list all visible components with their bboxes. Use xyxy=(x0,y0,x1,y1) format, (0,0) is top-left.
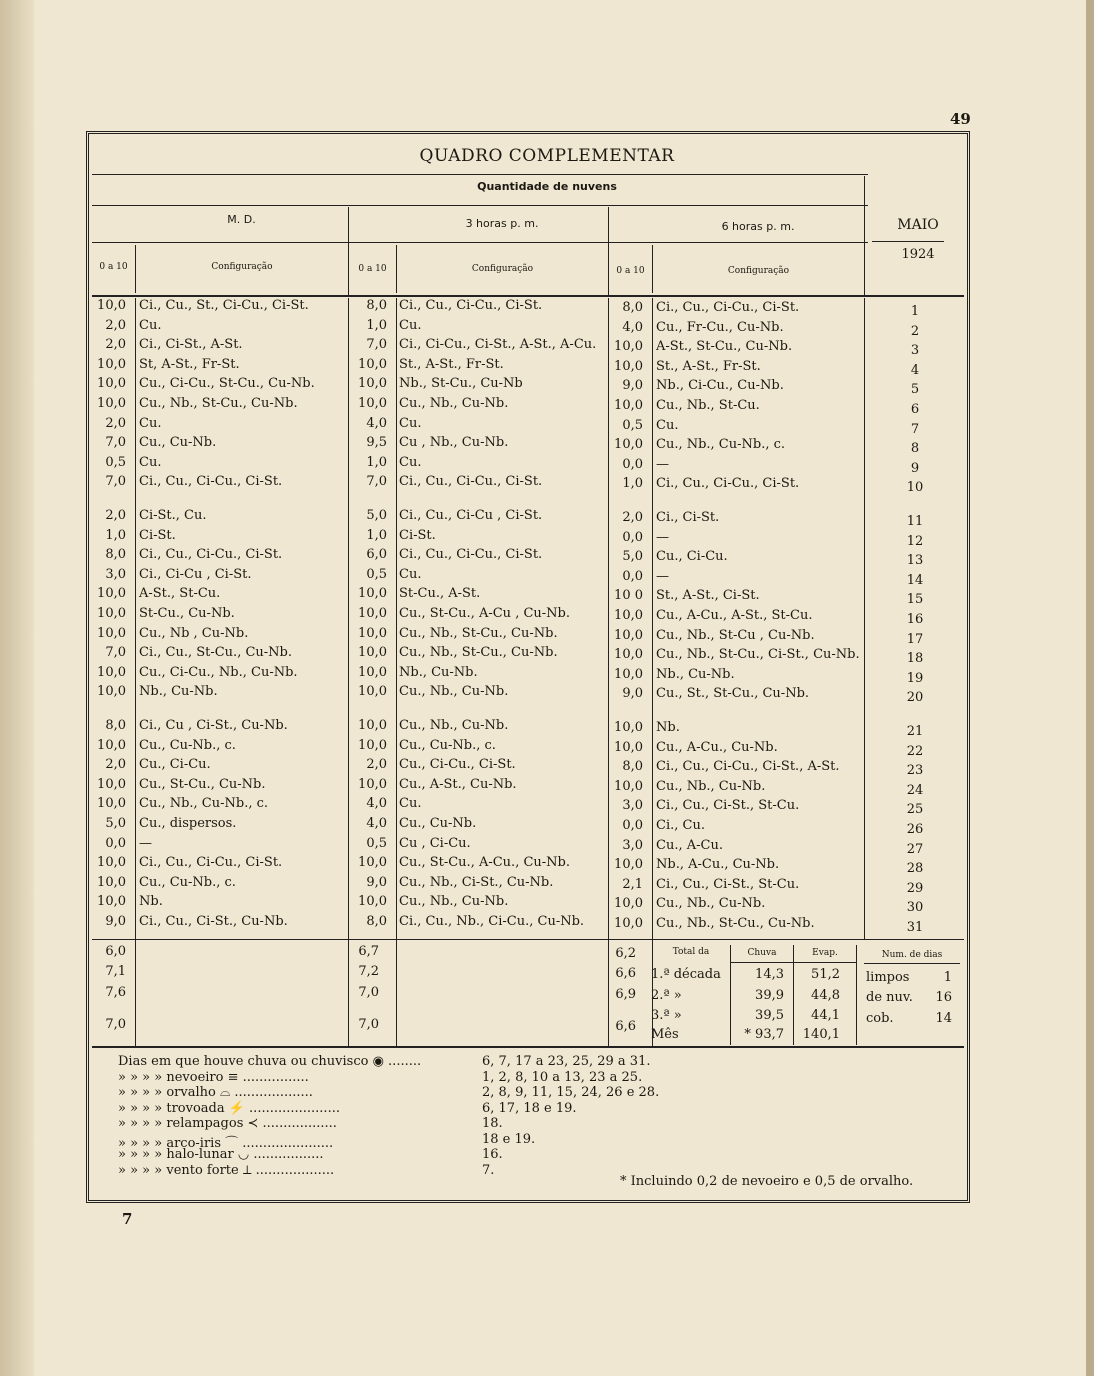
p6-config: Cu., St., St-Cu., Cu-Nb. xyxy=(656,686,810,701)
footnote: * Incluindo 0,2 de nevoeiro e 0,5 de orvalho. xyxy=(620,1174,914,1189)
footer-mark: 7 xyxy=(122,1210,133,1228)
legend-value: 6, 17, 18 e 19. xyxy=(482,1101,577,1116)
p6-amount: 10,0 xyxy=(614,720,643,735)
md-config: Cu., Cu-Nb. xyxy=(139,435,217,450)
p3-mean: 6,7 xyxy=(358,944,379,959)
day-number: 22 xyxy=(906,744,924,759)
day-number: 6 xyxy=(910,402,920,417)
md-config: Nb. xyxy=(139,894,163,909)
col-md-amount: 0 a 10 xyxy=(99,262,128,272)
md-amount: 10,0 xyxy=(97,855,126,870)
num-days-value: 1 xyxy=(943,970,952,985)
p6-config: Ci., Ci-St. xyxy=(656,510,720,525)
p3-amount: 4,0 xyxy=(366,796,387,811)
day-number: 7 xyxy=(910,422,920,437)
md-mean: 6,0 xyxy=(105,944,126,959)
p6-config: Cu., Nb., Cu-Nb. xyxy=(656,779,766,794)
p6-amount: 0,0 xyxy=(622,818,643,833)
md-config: Ci., Cu., Ci-Cu., Ci-St. xyxy=(139,855,283,870)
col-md-config: Configuração xyxy=(211,262,273,272)
p6-config: — xyxy=(656,569,669,584)
p3-amount: 8,0 xyxy=(366,914,387,929)
num-days-label: cob. xyxy=(866,1011,894,1026)
header-md: M. D. xyxy=(227,213,256,226)
num-days-label: de nuv. xyxy=(866,990,913,1005)
totals-evap-header: Evap. xyxy=(812,948,838,958)
num-days-value: 14 xyxy=(935,1011,952,1026)
totals-label: 2.ª » xyxy=(651,988,682,1003)
p6-mean: 6,9 xyxy=(615,987,636,1002)
evap-total: 51,2 xyxy=(811,967,840,982)
md-amount: 8,0 xyxy=(105,547,126,562)
p3-config: St., A-St., Fr-St. xyxy=(399,357,504,372)
p6-config: Cu., Nb., St-Cu , Cu-Nb. xyxy=(656,628,815,643)
day-number: 16 xyxy=(906,612,924,627)
day-number: 4 xyxy=(910,363,920,378)
md-config: Cu., Nb , Cu-Nb. xyxy=(139,626,249,641)
day-number: 3 xyxy=(910,343,920,358)
md-amount: 5,0 xyxy=(105,816,126,831)
md-config: Ci., Cu., St., Ci-Cu., Ci-St. xyxy=(139,298,309,313)
day-number: 28 xyxy=(906,861,924,876)
p3-config: Ci., Cu., Ci-Cu., Ci-St. xyxy=(399,547,543,562)
p6-mean: 6,6 xyxy=(615,1019,636,1034)
p6-amount: 10,0 xyxy=(614,398,643,413)
p3-amount: 6,0 xyxy=(366,547,387,562)
p3-config: Cu., Nb., Ci-St., Cu-Nb. xyxy=(399,875,554,890)
p3-config: Cu., Cu-Nb. xyxy=(399,816,477,831)
md-config: Cu., Cu-Nb., c. xyxy=(139,875,236,890)
table-title: QUADRO COMPLEMENTAR xyxy=(419,146,675,166)
p6-config: Cu. xyxy=(656,418,679,433)
p6-config: Ci., Cu., Ci-St., St-Cu. xyxy=(656,877,800,892)
p6-amount: 2,1 xyxy=(622,877,643,892)
p3-amount: 2,0 xyxy=(366,757,387,772)
md-config: Cu. xyxy=(139,455,162,470)
p3-config: Cu , Nb., Cu-Nb. xyxy=(399,435,509,450)
md-amount: 3,0 xyxy=(105,567,126,582)
p3-amount: 1,0 xyxy=(366,528,387,543)
rain-total: 14,3 xyxy=(755,967,784,982)
header-6pm: 6 horas p. m. xyxy=(721,220,795,233)
p6-config: Cu., A-Cu., Cu-Nb. xyxy=(656,740,778,755)
p3-amount: 10,0 xyxy=(358,396,387,411)
day-number: 14 xyxy=(906,573,924,588)
p6-amount: 10,0 xyxy=(614,857,643,872)
p3-config: St-Cu., A-St. xyxy=(399,586,481,601)
p3-config: Cu., Nb., Cu-Nb. xyxy=(399,396,509,411)
header-3pm: 3 horas p. m. xyxy=(465,217,539,230)
p6-config: Nb., Ci-Cu., Cu-Nb. xyxy=(656,378,784,393)
md-amount: 10,0 xyxy=(97,626,126,641)
day-number: 26 xyxy=(906,822,924,837)
day-number: 20 xyxy=(906,690,924,705)
legend-value: 18 e 19. xyxy=(482,1132,536,1147)
p6-amount: 10,0 xyxy=(614,647,643,662)
md-config: Ci., Ci-Cu , Ci-St. xyxy=(139,567,252,582)
md-config: Ci., Cu., Ci-St., Cu-Nb. xyxy=(139,914,288,929)
md-amount: 2,0 xyxy=(105,508,126,523)
md-config: Cu., Ci-Cu., Nb., Cu-Nb. xyxy=(139,665,298,680)
p3-config: Nb., St-Cu., Cu-Nb xyxy=(399,376,523,391)
month-label: MAIO xyxy=(897,217,939,233)
p6-amount: 0,0 xyxy=(622,457,643,472)
p3-mean: 7,0 xyxy=(358,985,379,1000)
p6-config: Cu., Nb., St-Cu., Ci-St., Cu-Nb. xyxy=(656,647,860,662)
totals-label: 1.ª década xyxy=(651,967,721,982)
p6-amount: 1,0 xyxy=(622,476,643,491)
totals-label: 3.ª » xyxy=(651,1008,682,1023)
md-amount: 10,0 xyxy=(97,684,126,699)
md-amount: 10,0 xyxy=(97,376,126,391)
rain-total: 39,5 xyxy=(755,1008,784,1023)
p3-config: Cu. xyxy=(399,796,422,811)
evap-total: 44,1 xyxy=(811,1008,840,1023)
p3-config: Cu., Nb., Cu-Nb. xyxy=(399,684,509,699)
p6-amount: 8,0 xyxy=(622,300,643,315)
p6-amount: 4,0 xyxy=(622,320,643,335)
rain-total: 39,9 xyxy=(755,988,784,1003)
p6-config: Cu., Nb., St-Cu. xyxy=(656,398,760,413)
md-config: Cu. xyxy=(139,318,162,333)
p6-amount: 0,0 xyxy=(622,530,643,545)
p6-amount: 10,0 xyxy=(614,437,643,452)
p6-config: — xyxy=(656,530,669,545)
p3-amount: 8,0 xyxy=(366,298,387,313)
p3-amount: 10,0 xyxy=(358,777,387,792)
p3-amount: 10,0 xyxy=(358,855,387,870)
day-number: 1 xyxy=(910,304,920,319)
p3-config: Cu. xyxy=(399,455,422,470)
p3-amount: 10,0 xyxy=(358,606,387,621)
page-gutter xyxy=(0,0,34,1376)
md-config: Cu., Ci-Cu., St-Cu., Cu-Nb. xyxy=(139,376,315,391)
md-config: Cu., dispersos. xyxy=(139,816,237,831)
p3-config: Ci., Cu., Nb., Ci-Cu., Cu-Nb. xyxy=(399,914,585,929)
md-config: Cu., Ci-Cu. xyxy=(139,757,211,772)
md-mean: 7,6 xyxy=(105,985,126,1000)
legend-label: » » » » orvalho ⌓ ................... xyxy=(118,1085,313,1100)
p3-config: Cu., A-St., Cu-Nb. xyxy=(399,777,517,792)
legend-label: » » » » relampagos ≺ .................. xyxy=(118,1116,337,1131)
p6-amount: 10,0 xyxy=(614,896,643,911)
md-mean: 7,1 xyxy=(105,964,126,979)
p3-amount: 4,0 xyxy=(366,416,387,431)
p3-amount: 10,0 xyxy=(358,894,387,909)
p3-amount: 7,0 xyxy=(366,474,387,489)
p3-amount: 9,0 xyxy=(366,875,387,890)
p6-config: Cu., Nb., Cu-Nb. xyxy=(656,896,766,911)
day-number: 11 xyxy=(906,514,924,529)
p6-amount: 9,0 xyxy=(622,686,643,701)
md-amount: 2,0 xyxy=(105,416,126,431)
md-amount: 10,0 xyxy=(97,875,126,890)
legend-value: 16. xyxy=(482,1147,503,1162)
year-label: 1924 xyxy=(901,247,935,262)
p3-amount: 0,5 xyxy=(366,836,387,851)
md-config: Ci-St. xyxy=(139,528,176,543)
p3-config: Ci., Cu., Ci-Cu., Ci-St. xyxy=(399,298,543,313)
md-amount: 2,0 xyxy=(105,337,126,352)
p6-amount: 3,0 xyxy=(622,798,643,813)
p3-config: Cu., Nb., St-Cu., Cu-Nb. xyxy=(399,645,558,660)
md-amount: 10,0 xyxy=(97,665,126,680)
col-6pm-amount: 0 a 10 xyxy=(616,266,645,276)
p3-amount: 1,0 xyxy=(366,318,387,333)
p3-config: Ci-St. xyxy=(399,528,436,543)
md-amount: 10,0 xyxy=(97,586,126,601)
col-3pm-config: Configuração xyxy=(471,264,534,274)
p6-amount: 9,0 xyxy=(622,378,643,393)
p3-amount: 10,0 xyxy=(358,586,387,601)
day-number: 24 xyxy=(906,783,924,798)
p3-amount: 10,0 xyxy=(358,738,387,753)
p3-config: Cu., Nb., Cu-Nb. xyxy=(399,718,509,733)
day-number: 27 xyxy=(906,842,924,857)
md-amount: 0,0 xyxy=(105,836,126,851)
num-days-value: 16 xyxy=(935,990,952,1005)
md-config: St-Cu., Cu-Nb. xyxy=(139,606,235,621)
evap-total: 44,8 xyxy=(811,988,840,1003)
p3-config: Nb., Cu-Nb. xyxy=(399,665,478,680)
page-number: 49 xyxy=(950,110,971,128)
p3-config: Cu. xyxy=(399,416,422,431)
p3-amount: 9,5 xyxy=(366,435,387,450)
p3-config: Cu., Nb., Cu-Nb. xyxy=(399,894,509,909)
p6-amount: 10,0 xyxy=(614,359,643,374)
md-config: Ci., Cu., Ci-Cu., Ci-St. xyxy=(139,474,283,489)
p3-config: Cu , Ci-Cu. xyxy=(399,836,471,851)
md-config: Ci., Cu , Ci-St., Cu-Nb. xyxy=(139,718,288,733)
p3-amount: 0,5 xyxy=(366,567,387,582)
md-config: — xyxy=(139,836,152,851)
day-number: 17 xyxy=(906,632,924,647)
p3-amount: 10,0 xyxy=(358,684,387,699)
md-amount: 1,0 xyxy=(105,528,126,543)
p6-amount: 0,5 xyxy=(622,418,643,433)
md-config: Ci., Ci-St., A-St. xyxy=(139,337,243,352)
page-edge xyxy=(1086,0,1094,1376)
day-number: 18 xyxy=(906,651,924,666)
p6-config: Nb., A-Cu., Cu-Nb. xyxy=(656,857,780,872)
p6-config: Nb. xyxy=(656,720,680,735)
p3-config: Cu., Nb., St-Cu., Cu-Nb. xyxy=(399,626,558,641)
md-mean: 7,0 xyxy=(105,1017,126,1032)
day-number: 13 xyxy=(906,553,924,568)
p6-config: Ci., Cu., Ci-Cu., Ci-St. xyxy=(656,300,800,315)
md-config: Ci., Cu., St-Cu., Cu-Nb. xyxy=(139,645,292,660)
p6-amount: 10,0 xyxy=(614,608,643,623)
p3-amount: 10,0 xyxy=(358,718,387,733)
p6-config: Cu., Nb., St-Cu., Cu-Nb. xyxy=(656,916,815,931)
p3-amount: 10,0 xyxy=(358,665,387,680)
p3-config: Ci., Cu., Ci-Cu., Ci-St. xyxy=(399,474,543,489)
md-config: Cu., Nb., St-Cu., Cu-Nb. xyxy=(139,396,298,411)
md-amount: 10,0 xyxy=(97,738,126,753)
evap-total: 140,1 xyxy=(802,1027,840,1042)
p6-config: Ci., Cu., Ci-Cu., Ci-St., A-St. xyxy=(656,759,840,774)
md-amount: 10,0 xyxy=(97,894,126,909)
md-amount: 8,0 xyxy=(105,718,126,733)
p3-config: Cu., Cu-Nb., c. xyxy=(399,738,496,753)
md-amount: 10,0 xyxy=(97,606,126,621)
day-number: 30 xyxy=(906,900,924,915)
day-number: 8 xyxy=(910,441,920,456)
p6-config: St., A-St., Fr-St. xyxy=(656,359,761,374)
md-config: St, A-St., Fr-St. xyxy=(139,357,240,372)
p6-config: Cu., Ci-Cu. xyxy=(656,549,728,564)
p3-amount: 7,0 xyxy=(366,337,387,352)
md-amount: 10,0 xyxy=(97,357,126,372)
legend-label: » » » » vento forte ⟂ ................... xyxy=(118,1163,335,1178)
md-amount: 9,0 xyxy=(105,914,126,929)
md-amount: 2,0 xyxy=(105,318,126,333)
rain-total: * 93,7 xyxy=(744,1027,784,1042)
p6-amount: 10,0 xyxy=(614,916,643,931)
md-amount: 7,0 xyxy=(105,474,126,489)
day-number: 10 xyxy=(906,480,924,495)
p6-config: Cu., A-Cu., A-St., St-Cu. xyxy=(656,608,813,623)
p3-config: Cu., St-Cu., A-Cu , Cu-Nb. xyxy=(399,606,570,621)
md-amount: 2,0 xyxy=(105,757,126,772)
day-number: 29 xyxy=(906,881,924,896)
p6-config: Cu., A-Cu. xyxy=(656,838,723,853)
p6-config: Ci., Cu., Ci-St., St-Cu. xyxy=(656,798,800,813)
day-number: 12 xyxy=(906,534,924,549)
p6-mean: 6,2 xyxy=(615,946,636,961)
day-number: 5 xyxy=(910,382,920,397)
legend-label: » » » » nevoeiro ≡ ................ xyxy=(118,1070,309,1085)
p6-amount: 8,0 xyxy=(622,759,643,774)
p3-config: Ci., Ci-Cu., Ci-St., A-St., A-Cu. xyxy=(399,337,597,352)
p6-amount: 10,0 xyxy=(614,740,643,755)
p6-config: Nb., Cu-Nb. xyxy=(656,667,735,682)
md-config: Ci-St., Cu. xyxy=(139,508,207,523)
legend-value: 1, 2, 8, 10 a 13, 23 a 25. xyxy=(482,1070,643,1085)
md-amount: 7,0 xyxy=(105,435,126,450)
md-config: Cu., Nb., Cu-Nb., c. xyxy=(139,796,269,811)
table-subtitle: Quantidade de nuvens xyxy=(477,180,617,193)
col-3pm-amount: 0 a 10 xyxy=(358,264,387,274)
p3-amount: 10,0 xyxy=(358,357,387,372)
p3-amount: 10,0 xyxy=(358,626,387,641)
md-config: A-St., St-Cu. xyxy=(139,586,221,601)
p6-mean: 6,6 xyxy=(615,966,636,981)
p3-config: Cu. xyxy=(399,567,422,582)
p6-amount: 0,0 xyxy=(622,569,643,584)
day-number: 21 xyxy=(906,724,924,739)
md-amount: 10,0 xyxy=(97,796,126,811)
legend-label: » » » » halo-lunar ◡ ................. xyxy=(118,1147,324,1162)
p6-amount: 2,0 xyxy=(622,510,643,525)
p3-amount: 5,0 xyxy=(366,508,387,523)
day-number: 19 xyxy=(906,671,924,686)
md-config: Nb., Cu-Nb. xyxy=(139,684,218,699)
day-number: 9 xyxy=(910,461,920,476)
md-config: Ci., Cu., Ci-Cu., Ci-St. xyxy=(139,547,283,562)
p6-config: Cu., Fr-Cu., Cu-Nb. xyxy=(656,320,784,335)
day-number: 2 xyxy=(910,324,920,339)
md-config: Cu. xyxy=(139,416,162,431)
p3-mean: 7,2 xyxy=(358,964,379,979)
md-amount: 7,0 xyxy=(105,645,126,660)
p6-amount: 10,0 xyxy=(614,667,643,682)
md-amount: 10,0 xyxy=(97,298,126,313)
p3-config: Cu. xyxy=(399,318,422,333)
p6-config: Ci., Cu. xyxy=(656,818,705,833)
p3-config: Cu., Ci-Cu., Ci-St. xyxy=(399,757,516,772)
p3-amount: 4,0 xyxy=(366,816,387,831)
legend-value: 6, 7, 17 a 23, 25, 29 a 31. xyxy=(482,1054,651,1069)
totals-label: Mês xyxy=(651,1027,679,1042)
num-days-label: limpos xyxy=(866,970,910,985)
p6-config: A-St., St-Cu., Cu-Nb. xyxy=(656,339,793,354)
day-number: 25 xyxy=(906,802,924,817)
p6-amount: 3,0 xyxy=(622,838,643,853)
legend-value: 18. xyxy=(482,1116,503,1131)
day-number: 15 xyxy=(906,592,924,607)
p6-amount: 10,0 xyxy=(614,779,643,794)
p6-amount: 10,0 xyxy=(614,339,643,354)
p6-config: Cu., Nb., Cu-Nb., c. xyxy=(656,437,786,452)
legend-label: Dias em que houve chuva ou chuvisco ◉ ........ xyxy=(118,1054,422,1069)
p3-config: Ci., Cu., Ci-Cu , Ci-St. xyxy=(399,508,543,523)
p6-config: — xyxy=(656,457,669,472)
md-amount: 0,5 xyxy=(105,455,126,470)
totals-rain-header: Chuva xyxy=(747,948,777,958)
md-amount: 10,0 xyxy=(97,396,126,411)
day-number: 23 xyxy=(906,763,924,778)
p6-amount: 10,0 xyxy=(614,628,643,643)
p3-amount: 10,0 xyxy=(358,376,387,391)
num-days-header: Num. de dias xyxy=(881,950,943,960)
md-config: Cu., Cu-Nb., c. xyxy=(139,738,236,753)
p3-amount: 1,0 xyxy=(366,455,387,470)
p6-amount: 10 0 xyxy=(614,588,643,603)
legend-value: 7. xyxy=(482,1163,495,1178)
md-config: Cu., St-Cu., Cu-Nb. xyxy=(139,777,266,792)
md-amount: 10,0 xyxy=(97,777,126,792)
totals-header: Total da xyxy=(672,947,710,957)
col-6pm-config: Configuração xyxy=(727,266,790,276)
p6-config: Ci., Cu., Ci-Cu., Ci-St. xyxy=(656,476,800,491)
legend-label: » » » » trovoada ⚡ ...................... xyxy=(118,1101,340,1116)
p6-amount: 5,0 xyxy=(622,549,643,564)
p6-config: St., A-St., Ci-St. xyxy=(656,588,760,603)
p3-mean: 7,0 xyxy=(358,1017,379,1032)
p3-config: Cu., St-Cu., A-Cu., Cu-Nb. xyxy=(399,855,570,870)
day-number: 31 xyxy=(906,920,924,935)
legend-label: » » » » arco-iris ⌒ ...................... xyxy=(118,1136,334,1151)
legend-value: 2, 8, 9, 11, 15, 24, 26 e 28. xyxy=(482,1085,660,1100)
p3-amount: 10,0 xyxy=(358,645,387,660)
